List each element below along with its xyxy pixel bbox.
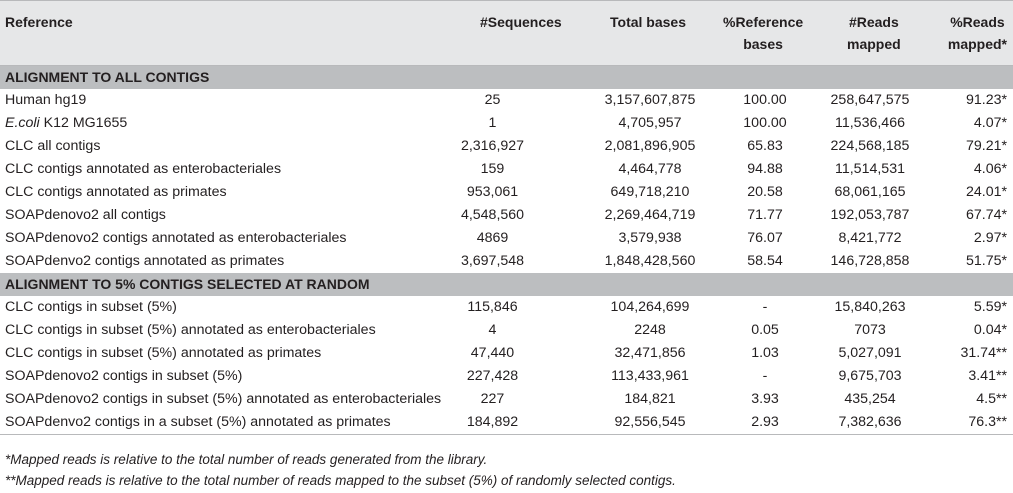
table-row — [0, 411, 1013, 434]
section-random-contigs-rows — [0, 296, 1013, 434]
row-reference-bases: 1.03 — [751, 345, 779, 361]
row-sequences: 3,697,548 — [460, 253, 525, 269]
row-reference-text: CLC contigs annotated as enterobacteriales — [5, 161, 282, 177]
row-pct-reads-mapped: 3.41** — [968, 368, 1007, 384]
table-header — [0, 0, 1013, 66]
row-reference — [5, 296, 177, 319]
row-total-bases: 3,579,938 — [618, 230, 682, 246]
row-reference-text: Human hg19 — [5, 92, 87, 108]
row-reads-mapped: 7,382,636 — [838, 414, 902, 430]
table-row — [0, 158, 1013, 181]
row-reference-text: SOAPdenovo2 all contigs — [5, 207, 166, 223]
row-reference — [5, 319, 376, 342]
row-reads-mapped: 192,053,787 — [830, 207, 910, 223]
table-row — [0, 342, 1013, 365]
row-pct-reads-mapped: 79.21* — [965, 138, 1007, 154]
row-reference-text: CLC contigs annotated as primates — [5, 184, 227, 200]
table-row — [0, 365, 1013, 388]
row-pct-reads-mapped: 67.74* — [965, 207, 1007, 223]
row-total-bases: 32,471,856 — [614, 345, 686, 361]
col-total-bases: Total bases — [610, 14, 686, 30]
col-pct-reads-mapped: %Reads mapped* — [947, 14, 1007, 52]
section-all-contigs-rows — [0, 89, 1013, 273]
row-pct-reads-mapped: 31.74** — [960, 345, 1007, 361]
footnote-double-star: **Mapped reads is relative to the total number of reads mapped to the subset (5%) of randomly selected contigs. — [5, 473, 676, 488]
table-row — [0, 89, 1013, 112]
col-sequences: #Sequences — [480, 14, 562, 30]
row-reads-mapped: 11,536,466 — [835, 115, 905, 131]
row-reference-text: SOAPdenovo2 contigs in subset (5%) annotated as enterobacteriales — [5, 391, 442, 407]
row-reference — [5, 135, 100, 158]
row-pct-reads-mapped: 0.04* — [973, 322, 1007, 338]
row-reference — [5, 227, 347, 250]
row-sequences: 184,892 — [466, 414, 519, 430]
row-total-bases: 3,157,607,875 — [604, 92, 696, 108]
row-total-bases: 2,081,896,905 — [604, 138, 696, 154]
row-reference — [5, 181, 227, 204]
table-row — [0, 227, 1013, 250]
row-sequences: 227 — [480, 391, 505, 407]
table-row — [0, 250, 1013, 273]
row-reference-bases: - — [762, 368, 768, 384]
row-reference-text: CLC contigs in subset (5%) annotated as enterobacteriales — [5, 322, 376, 338]
row-reference-text: CLC contigs in subset (5%) — [5, 299, 177, 315]
row-total-bases: 184,821 — [624, 391, 676, 407]
table-row — [0, 112, 1013, 135]
row-reference-bases: 65.83 — [747, 138, 783, 154]
row-total-bases: 104,264,699 — [610, 299, 690, 315]
row-pct-reads-mapped: 4.07* — [973, 115, 1007, 131]
footnote-single-star: *Mapped reads is relative to the total number of reads generated from the library. — [5, 452, 488, 467]
row-reference-text: SOAPdenvo2 contigs annotated as primates — [5, 253, 285, 269]
table-bottom-rule — [0, 434, 1013, 435]
row-sequences: 25 — [484, 92, 501, 108]
section-all-contigs: ALIGNMENT TO ALL CONTIGS — [0, 66, 1013, 89]
row-reads-mapped: 7073 — [854, 322, 886, 338]
row-reference-bases: 100.00 — [743, 115, 787, 131]
row-reference-text: SOAPdenvo2 contigs in a subset (5%) annotated as primates — [5, 414, 391, 430]
row-sequences: 4869 — [476, 230, 509, 246]
row-reference-bases: 71.77 — [747, 207, 783, 223]
row-total-bases: 2248 — [634, 322, 666, 338]
row-reference-bases: 2.93 — [751, 414, 779, 430]
row-pct-reads-mapped: 91.23* — [965, 92, 1007, 108]
col-reference: Reference — [5, 14, 73, 30]
col-reference-bases: %Reference bases — [723, 14, 804, 52]
row-reference-text: CLC all contigs — [5, 138, 101, 154]
row-sequences: 227,428 — [466, 368, 519, 384]
row-total-bases: 113,433,961 — [611, 368, 689, 384]
table-row — [0, 296, 1013, 319]
table-row — [0, 388, 1013, 411]
row-total-bases: 1,848,428,560 — [604, 253, 696, 269]
row-sequences: 159 — [480, 161, 505, 177]
row-reads-mapped: 5,027,091 — [838, 345, 902, 361]
row-reference — [5, 365, 242, 388]
row-reference — [5, 342, 321, 365]
row-sequences: 47,440 — [470, 345, 515, 361]
row-reference-text: SOAPdenovo2 contigs in subset (5%) — [5, 368, 243, 384]
table-row — [0, 181, 1013, 204]
row-reference-bases: 3.93 — [751, 391, 779, 407]
table-row — [0, 204, 1013, 227]
row-sequences: 4 — [488, 322, 497, 338]
section-random-contigs: ALIGNMENT TO 5% CONTIGS SELECTED AT RANDOM — [0, 273, 1013, 296]
row-sequences: 115,846 — [467, 299, 518, 315]
row-pct-reads-mapped: 5.59* — [973, 299, 1007, 315]
row-reference-italic: E.coli — [5, 115, 40, 131]
row-reference-bases: - — [762, 299, 768, 315]
row-reference — [5, 112, 127, 135]
row-reference — [5, 89, 86, 112]
row-sequences: 1 — [488, 115, 497, 131]
table-row — [0, 319, 1013, 342]
row-reads-mapped: 224,568,185 — [830, 138, 910, 154]
row-reads-mapped: 258,647,575 — [830, 92, 910, 108]
table-row — [0, 135, 1013, 158]
row-reads-mapped: 146,728,858 — [830, 253, 910, 269]
row-total-bases: 4,705,957 — [618, 115, 682, 131]
row-pct-reads-mapped: 2.97* — [973, 230, 1007, 246]
row-reference-bases: 76.07 — [747, 230, 783, 246]
row-reference-bases: 100.00 — [743, 92, 787, 108]
row-pct-reads-mapped: 51.75* — [965, 253, 1007, 269]
row-pct-reads-mapped: 24.01* — [965, 184, 1007, 200]
row-reference — [5, 411, 391, 434]
row-reference — [5, 250, 284, 273]
row-pct-reads-mapped: 76.3** — [968, 414, 1007, 430]
row-reads-mapped: 435,254 — [844, 391, 896, 407]
row-reference-text: SOAPdenovo2 contigs annotated as enterobacteriales — [5, 230, 347, 246]
row-total-bases: 649,718,210 — [610, 184, 690, 200]
row-reference-text: CLC contigs in subset (5%) annotated as primates — [5, 345, 322, 361]
row-reference — [5, 388, 441, 411]
row-pct-reads-mapped: 4.5** — [976, 391, 1007, 407]
col-reads-mapped: #Reads mapped — [847, 14, 901, 52]
row-sequences: 953,061 — [466, 184, 519, 200]
row-reads-mapped: 15,840,263 — [834, 299, 906, 315]
row-reference-bases: 20.58 — [747, 184, 783, 200]
row-total-bases: 92,556,545 — [614, 414, 686, 430]
row-reference — [5, 158, 281, 181]
row-total-bases: 4,464,778 — [618, 161, 682, 177]
row-reference-bases: 94.88 — [747, 161, 783, 177]
row-reads-mapped: 8,421,772 — [838, 230, 902, 246]
row-reference-bases: 58.54 — [747, 253, 783, 269]
row-sequences: 2,316,927 — [460, 138, 525, 154]
row-reference — [5, 204, 166, 227]
row-reference-text: K12 MG1655 — [39, 115, 128, 131]
row-reads-mapped: 9,675,703 — [838, 368, 902, 384]
row-sequences: 4,548,560 — [460, 207, 525, 223]
row-reads-mapped: 11,514,531 — [835, 161, 905, 177]
row-pct-reads-mapped: 4.06* — [973, 161, 1007, 177]
row-reference-bases: 0.05 — [751, 322, 779, 338]
row-total-bases: 2,269,464,719 — [604, 207, 696, 223]
row-reads-mapped: 68,061,165 — [834, 184, 906, 200]
